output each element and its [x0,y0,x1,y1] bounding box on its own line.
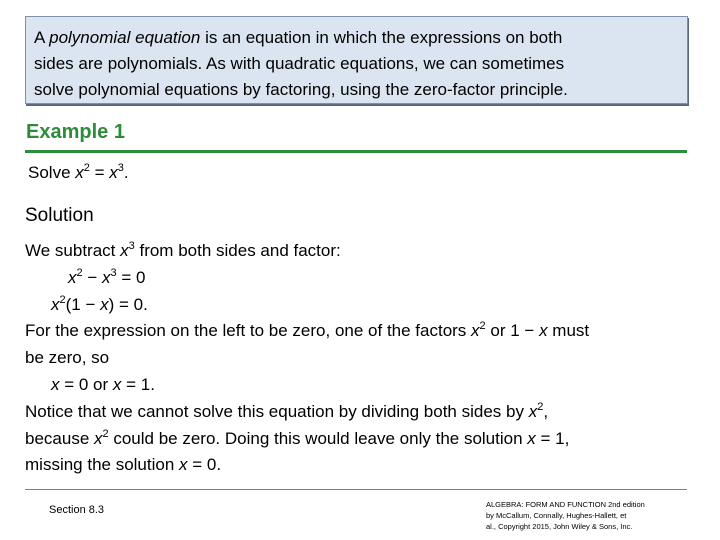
math-exponent: 2 [102,427,109,440]
solution-line-6 [25,372,700,399]
credit-line-3: al., Copyright 2015, John Wiley & Sons, Inc. [486,522,633,531]
text: could be zero. Doing this would leave only the solution [108,428,528,448]
solution-line-9 [25,452,700,479]
section-label: Section 8.3 [49,504,105,516]
text: = 0 or [59,374,113,394]
problem-period: . [123,163,129,182]
math-var: x [120,241,129,260]
solution-line-7 [25,399,700,426]
math-var: x [100,294,109,314]
math-exponent: 3 [128,240,135,252]
problem-var: x [109,163,118,182]
solution-heading: Solution [25,205,94,226]
math-exponent: 3 [110,266,117,279]
text: , [543,401,549,421]
solution-line-1 [25,238,700,265]
problem-exponent: 3 [117,162,124,174]
text: − [82,267,102,287]
math-var: x [527,428,536,448]
solution-line-5: be zero, so [25,348,110,368]
solution-line-2 [25,265,700,292]
text: because [25,428,94,448]
definition-line-1-rest: is an equation in which the expressions on both [200,28,563,47]
problem-statement [28,160,129,186]
solution-body [25,238,700,479]
math-exponent: 2 [479,320,486,333]
text: missing the solution [25,455,180,475]
math-var: x [528,401,538,421]
problem-exponent: 2 [83,162,90,174]
math-var: x [539,321,548,341]
solution-line-3 [25,292,700,319]
definition-line-1 [34,25,679,51]
text: = 1. [121,374,155,394]
problem-equals: = [89,163,110,182]
text: from both sides and factor: [134,241,341,260]
footer-divider [25,489,687,490]
solution-line-4 [25,318,700,345]
example-title: Example 1 [26,121,125,143]
math-var: x [471,321,480,341]
math-var: x [68,267,77,287]
definition-box [25,16,688,104]
text: ) = 0. [108,294,148,314]
text: = 1, [535,428,570,448]
math-exponent: 2 [59,293,66,306]
math-var: x [179,455,188,475]
math-var: x [112,374,122,394]
math-var: x [94,428,103,448]
problem-var: x [75,163,84,182]
text: must [547,321,590,341]
text: or 1 − [485,321,540,341]
definition-lead: A [34,28,50,47]
credit-line-1: ALGEBRA: FORM AND FUNCTION 2nd edition [486,500,645,509]
math-var: x [51,374,60,394]
credit-line-2: by McCallum, Connally, Hughes-Hallett, et [486,511,627,520]
definition-line-3: solve polynomial equations by factoring, using the zero-factor principle. [34,80,568,99]
math-var: x [51,294,60,314]
math-exponent: 2 [76,266,83,279]
copyright-credit [486,499,686,532]
problem-prefix: Solve [28,163,76,182]
example-divider [25,150,687,153]
solution-line-8 [25,426,700,453]
text: We subtract [25,241,121,260]
text: = 0. [187,455,222,475]
math-var: x [102,267,111,287]
text: Notice that we cannot solve this equation by dividing both sides by [25,401,529,421]
definition-line-2: sides are polynomials. As with quadratic equations, we can sometimes [34,54,565,73]
math-exponent: 2 [537,400,544,413]
text: For the expression on the left to be zero, one of the factors [25,321,472,341]
text: = 0 [116,267,146,287]
text: (1 − [65,294,101,314]
definition-term: polynomial equation [49,28,201,47]
